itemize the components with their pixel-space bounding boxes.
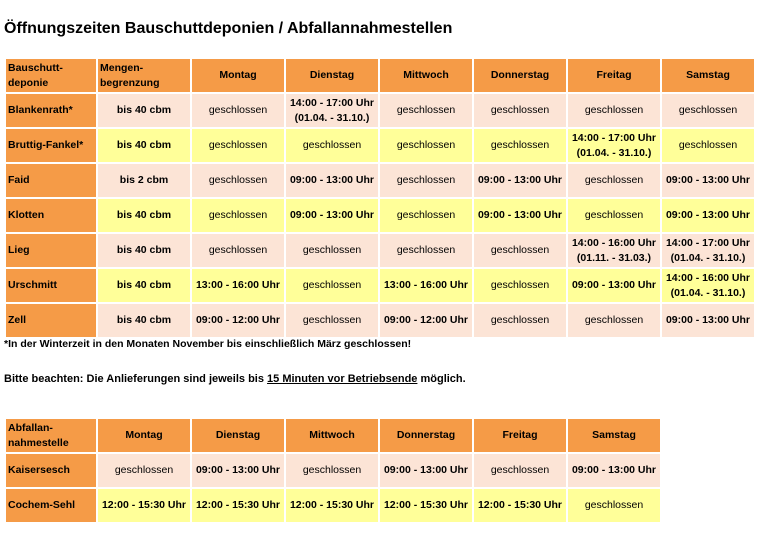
site-name: Zell [6,304,96,337]
hours-cell-line: 09:00 - 13:00 Uhr [665,174,751,186]
hours-cell-line: geschlossen [490,464,550,476]
hours-cell [380,489,472,522]
hours-cell-line: geschlossen [114,464,174,476]
hours-cell-line: 12:00 - 15:30 Uhr [101,499,187,511]
hours-cell-line: 12:00 - 15:30 Uhr [383,499,469,511]
hours-cell [474,489,566,522]
site-name: Bruttig-Fankel* [6,129,96,162]
hours-cell-line: (01.04. - 31.10.) [670,286,746,299]
header-cell-line: begrenzung [100,76,160,89]
hours-cell-line: (01.11. - 31.03.) [576,251,652,264]
header-cell: Dienstag [286,59,378,92]
hours-cell [568,94,660,127]
deponie-hours-table [4,57,756,339]
hours-cell [192,304,284,337]
quantity-limit: bis 40 cbm [98,234,190,267]
site-name: Cochem-Sehl [6,489,96,522]
delivery-notice [4,373,466,385]
hours-cell-line: geschlossen [584,314,644,326]
hours-cell [192,489,284,522]
hours-cell [568,269,660,302]
header-cell-line: Bauschutt- [8,61,63,74]
footnote: *In der Winterzeit in den Monaten November bis einschließlich März geschlossen! [4,338,412,350]
hours-cell-line: 13:00 - 16:00 Uhr [195,279,281,291]
quantity-limit: bis 2 cbm [98,164,190,197]
hours-cell-line: 09:00 - 13:00 Uhr [665,209,751,221]
hours-cell [98,454,190,487]
header-cell: Mittwoch [380,59,472,92]
hours-cell [380,454,472,487]
hours-cell [286,164,378,197]
quantity-limit: bis 40 cbm [98,199,190,232]
hours-cell-line: 14:00 - 17:00 Uhr [289,96,375,109]
table-row [6,234,754,267]
hours-cell-line: 09:00 - 13:00 Uhr [477,209,563,221]
hours-cell [192,234,284,267]
hours-cell [380,94,472,127]
hours-cell [662,129,754,162]
hours-cell-line: geschlossen [208,104,268,116]
hours-cell-line: geschlossen [208,139,268,151]
hours-cell-line: 09:00 - 13:00 Uhr [289,174,375,186]
notice-text-before: Bitte beachten: Die Anlieferungen sind jeweils bis [4,373,268,385]
hours-cell-line: 09:00 - 13:00 Uhr [571,279,657,291]
hours-cell-line: geschlossen [396,209,456,221]
site-name: Blankenrath* [6,94,96,127]
table-row [6,304,754,337]
hours-cell-line: 14:00 - 16:00 Uhr [571,236,657,249]
hours-cell-line: 14:00 - 17:00 Uhr [665,236,751,249]
hours-cell-line: 09:00 - 13:00 Uhr [195,464,281,476]
header-cell: Freitag [568,59,660,92]
hours-cell [662,234,754,267]
site-name: Urschmitt [6,269,96,302]
hours-cell [192,199,284,232]
hours-cell [286,199,378,232]
hours-cell-line: geschlossen [396,139,456,151]
hours-cell-line: geschlossen [584,104,644,116]
hours-cell-line: geschlossen [302,244,362,256]
hours-cell-line: geschlossen [208,244,268,256]
table-row [6,199,754,232]
hours-cell [380,199,472,232]
hours-cell-line: (01.04. - 31.10.) [670,251,746,264]
hours-cell [380,164,472,197]
hours-cell-line: 09:00 - 12:00 Uhr [383,314,469,326]
hours-cell [662,94,754,127]
hours-cell [286,454,378,487]
header-cell: Mittwoch [286,419,378,452]
hours-cell-line: 09:00 - 13:00 Uhr [477,174,563,186]
table-header-row [6,59,754,92]
hours-cell-line: geschlossen [678,104,738,116]
site-name: Faid [6,164,96,197]
hours-cell [568,199,660,232]
hours-cell-line: geschlossen [490,139,550,151]
hours-cell [568,489,660,522]
header-cell-line: Mengen- [100,61,144,74]
hours-cell [662,304,754,337]
hours-cell-line: 12:00 - 15:30 Uhr [289,499,375,511]
hours-cell-line: geschlossen [490,314,550,326]
hours-cell-line: 14:00 - 16:00 Uhr [665,271,751,284]
hours-cell [568,454,660,487]
hours-cell [662,269,754,302]
header-cell-line: Abfallan- [8,421,53,434]
notice-text-after: möglich. [417,373,466,385]
hours-cell [192,129,284,162]
hours-cell-line: geschlossen [302,279,362,291]
hours-cell [474,454,566,487]
hours-cell [568,164,660,197]
hours-cell-line: geschlossen [302,314,362,326]
header-cell [6,419,96,452]
hours-cell-line: 09:00 - 12:00 Uhr [195,314,281,326]
hours-cell [662,164,754,197]
header-cell: Donnerstag [380,419,472,452]
hours-cell [474,129,566,162]
hours-cell-line: 13:00 - 16:00 Uhr [383,279,469,291]
hours-cell-line: geschlossen [208,174,268,186]
header-cell: Donnerstag [474,59,566,92]
annahmestelle-hours-table [4,417,662,524]
hours-cell [192,94,284,127]
hours-cell [286,269,378,302]
hours-cell [474,304,566,337]
quantity-limit: bis 40 cbm [98,304,190,337]
header-cell-line: nahmestelle [8,436,69,449]
header-cell: Montag [98,419,190,452]
hours-cell-line: 12:00 - 15:30 Uhr [195,499,281,511]
hours-cell-line: 09:00 - 13:00 Uhr [665,314,751,326]
hours-cell [380,269,472,302]
header-cell: Dienstag [192,419,284,452]
header-cell: Samstag [568,419,660,452]
hours-cell-line: geschlossen [490,104,550,116]
hours-cell-line: geschlossen [584,174,644,186]
hours-cell [192,269,284,302]
header-cell: Montag [192,59,284,92]
header-cell: Samstag [662,59,754,92]
hours-cell [380,234,472,267]
hours-cell [192,164,284,197]
quantity-limit: bis 40 cbm [98,269,190,302]
quantity-limit: bis 40 cbm [98,129,190,162]
hours-cell-line: geschlossen [490,279,550,291]
header-cell: Freitag [474,419,566,452]
hours-cell-line: 09:00 - 13:00 Uhr [383,464,469,476]
hours-cell-line: geschlossen [302,139,362,151]
table-row [6,489,660,522]
hours-cell-line: 09:00 - 13:00 Uhr [571,464,657,476]
page-title: Öffnungszeiten Bauschuttdeponien / Abfallannahmestellen [4,20,453,37]
table-row [6,269,754,302]
hours-cell [662,199,754,232]
quantity-limit: bis 40 cbm [98,94,190,127]
hours-cell [192,454,284,487]
table-row [6,129,754,162]
site-name: Klotten [6,199,96,232]
hours-cell [286,234,378,267]
hours-cell [380,129,472,162]
hours-cell [98,489,190,522]
hours-cell-line: geschlossen [584,499,644,511]
hours-cell [568,234,660,267]
hours-cell [380,304,472,337]
hours-cell-line: 12:00 - 15:30 Uhr [477,499,563,511]
hours-cell-line: geschlossen [396,174,456,186]
hours-cell-line: geschlossen [302,464,362,476]
hours-cell [474,269,566,302]
hours-cell-line: (01.04. - 31.10.) [576,146,652,159]
table-row [6,164,754,197]
hours-cell-line: (01.04. - 31.10.) [294,111,370,124]
hours-cell-line: geschlossen [396,104,456,116]
hours-cell-line: geschlossen [584,209,644,221]
table-header-row [6,419,660,452]
hours-cell [568,304,660,337]
hours-cell-line: geschlossen [678,139,738,151]
hours-cell [474,94,566,127]
hours-cell [286,94,378,127]
hours-cell [474,199,566,232]
hours-cell-line: geschlossen [396,244,456,256]
site-name: Lieg [6,234,96,267]
hours-cell [474,234,566,267]
hours-cell-line: 14:00 - 17:00 Uhr [571,131,657,144]
notice-text-underlined: 15 Minuten vor Betriebsende [267,373,418,385]
hours-cell [286,129,378,162]
header-cell [98,59,190,92]
header-cell [6,59,96,92]
hours-cell-line: geschlossen [490,244,550,256]
site-name: Kaisersesch [6,454,96,487]
hours-cell-line: 09:00 - 13:00 Uhr [289,209,375,221]
header-cell-line: deponie [8,76,49,89]
hours-cell [474,164,566,197]
table-row [6,94,754,127]
hours-cell [568,129,660,162]
hours-cell-line: geschlossen [208,209,268,221]
table-row [6,454,660,487]
hours-cell [286,489,378,522]
hours-cell [286,304,378,337]
